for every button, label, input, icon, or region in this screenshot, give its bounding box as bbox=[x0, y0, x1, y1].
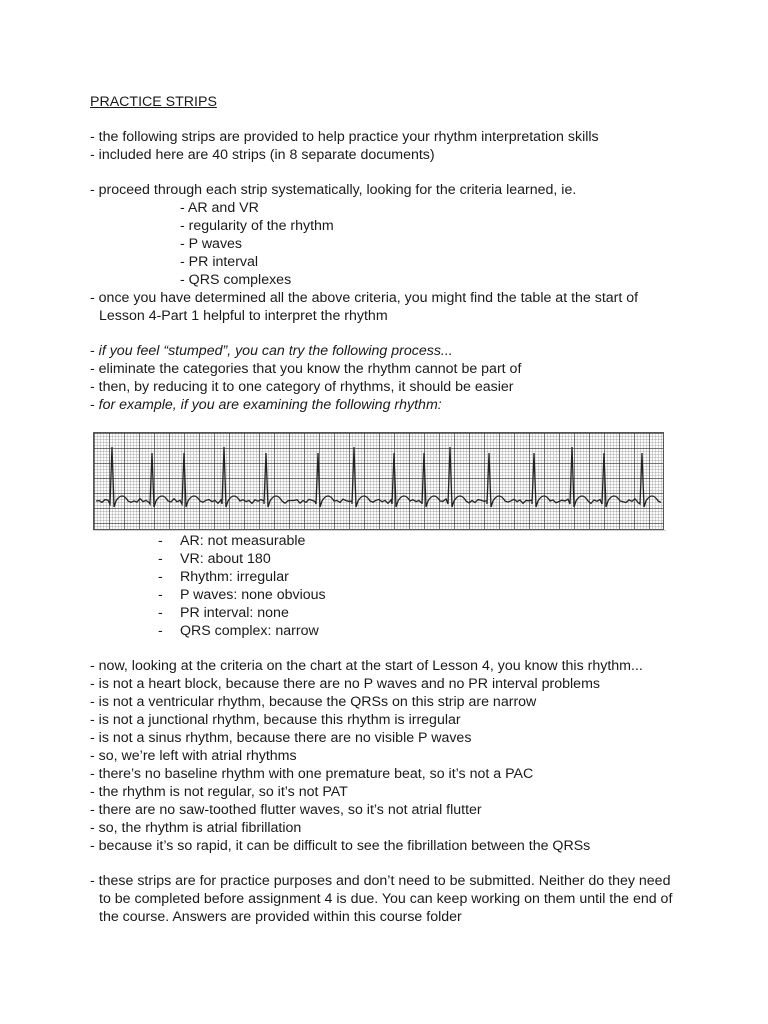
once-line-1: - once you have determined all the above criteria, you might find the table at the start of bbox=[90, 290, 639, 306]
reasoning-line-2: - is not a heart block, because there are no P waves and no PR interval problems bbox=[90, 676, 600, 692]
strip-divider bbox=[93, 530, 666, 531]
process-line-2: - then, by reducing it to one category of rhythms, it should be easier bbox=[90, 379, 514, 395]
criteria-item-p-waves: - P waves bbox=[180, 236, 243, 252]
proceed-line: - proceed through each strip systematically, looking for the criteria learned, ie. bbox=[90, 182, 577, 198]
once-line-2: Lesson 4-Part 1 helpful to interpret the rhythm bbox=[99, 308, 388, 324]
criteria-item-regularity: - regularity of the rhythm bbox=[180, 218, 334, 234]
reasoning-line-5: - is not a sinus rhythm, because there are no visible P waves bbox=[90, 730, 472, 746]
stumped-line bbox=[90, 343, 453, 361]
closing-line-1: - these strips are for practice purposes and don’t need to be submitted. Neither do they need bbox=[90, 873, 671, 889]
criteria-item-pr-interval: - PR interval bbox=[180, 254, 259, 270]
reasoning-line-1: - now, looking at the criteria on the chart at the start of Lesson 4, you know this rhythm... bbox=[90, 658, 643, 674]
criteria-item-qrs: - QRS complexes bbox=[180, 272, 292, 288]
reasoning-line-6: - so, we’re left with atrial rhythms bbox=[90, 748, 297, 764]
intro-line-1: - the following strips are provided to help practice your rhythm interpretation skills bbox=[90, 129, 599, 145]
finding-qrs: - QRS complex: narrow bbox=[158, 623, 319, 639]
example-text: for example, if you are examining the following rhythm: bbox=[98, 397, 442, 413]
page-title: PRACTICE STRIPS bbox=[90, 94, 217, 110]
reasoning-line-4: - is not a junctional rhythm, because this rhythm is irregular bbox=[90, 712, 461, 728]
closing-line-3: the course. Answers are provided within this course folder bbox=[99, 909, 462, 925]
reasoning-line-3: - is not a ventricular rhythm, because the QRSs on this strip are narrow bbox=[90, 694, 537, 710]
ecg-trace bbox=[94, 433, 665, 531]
reasoning-line-7: - there’s no baseline rhythm with one premature beat, so it’s not a PAC bbox=[90, 766, 534, 782]
finding-pr-interval: - PR interval: none bbox=[158, 605, 289, 621]
ecg-rhythm-strip bbox=[93, 432, 664, 530]
finding-vr: - VR: about 180 bbox=[158, 551, 271, 567]
stumped-ellipsis: ... bbox=[440, 343, 453, 359]
reasoning-line-11: - because it’s so rapid, it can be difficult to see the fibrillation between the QRSs bbox=[90, 838, 591, 854]
example-line bbox=[90, 397, 442, 415]
closing-line-2: to be completed before assignment 4 is due. You can keep working on them until the end of bbox=[99, 891, 673, 907]
reasoning-line-9: - there are no saw-toothed flutter waves, so it’s not atrial flutter bbox=[90, 802, 482, 818]
finding-rhythm: - Rhythm: irregular bbox=[158, 569, 289, 585]
criteria-item-ar-vr: - AR and VR bbox=[180, 200, 259, 216]
process-line-1: - eliminate the categories that you know the rhythm cannot be part of bbox=[90, 361, 522, 377]
intro-line-2: - included here are 40 strips (in 8 separate documents) bbox=[90, 147, 435, 163]
reasoning-line-8: - the rhythm is not regular, so it’s not PAT bbox=[90, 784, 348, 800]
example-dash: - bbox=[90, 397, 99, 413]
finding-ar: - AR: not measurable bbox=[158, 533, 306, 549]
stumped-process: following process bbox=[332, 343, 441, 359]
stumped-dash: - bbox=[90, 343, 99, 359]
stumped-text: if you feel “stumped”, you can try the bbox=[98, 343, 333, 359]
reasoning-line-10: - so, the rhythm is atrial fibrillation bbox=[90, 820, 302, 836]
finding-p-waves: - P waves: none obvious bbox=[158, 587, 326, 603]
